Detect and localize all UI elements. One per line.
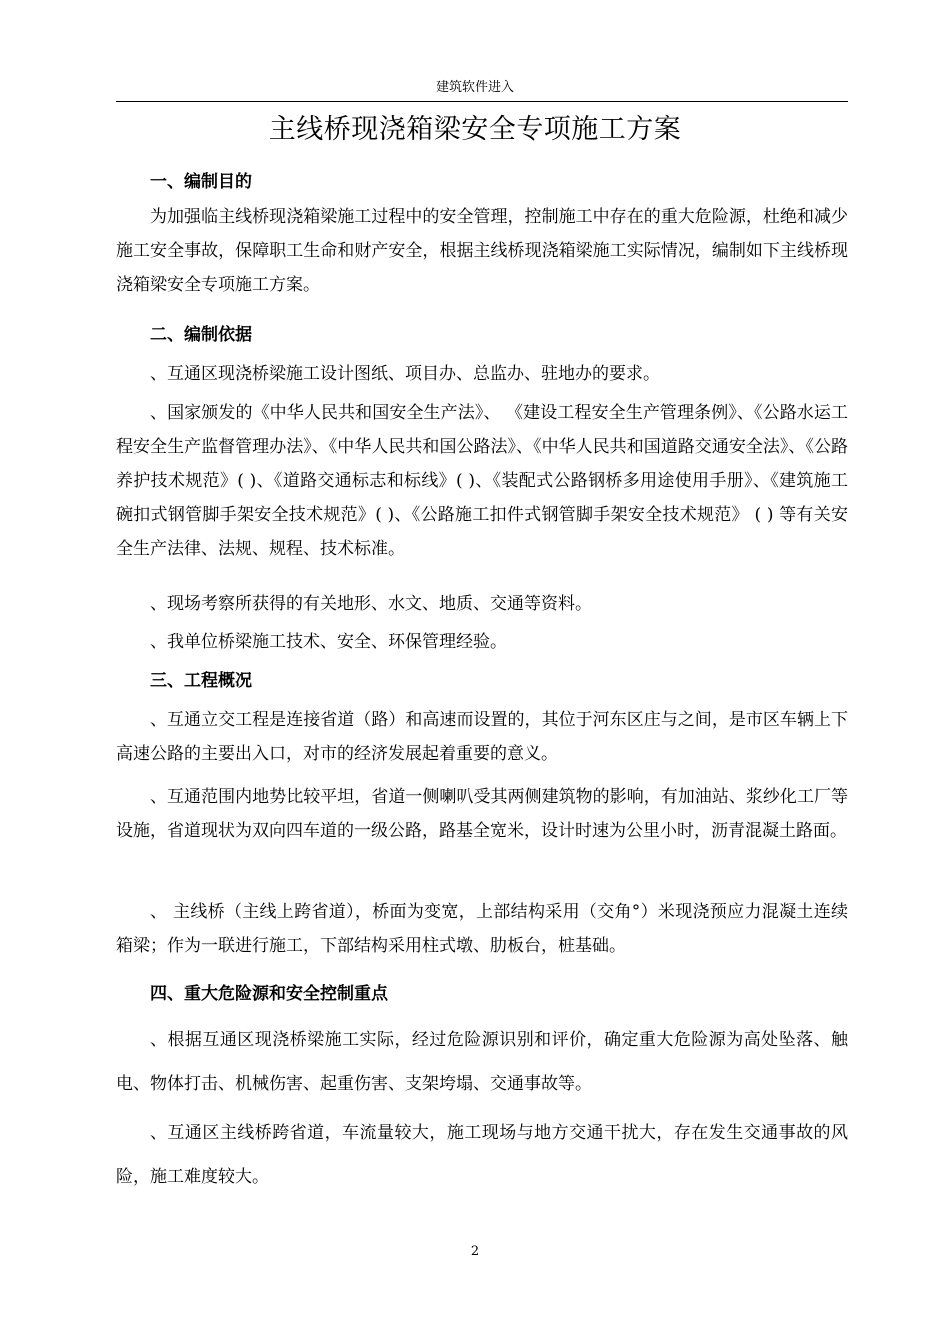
paragraph: 、国家颁发的《中华人民共和国安全生产法》、 《建设工程安全生产管理条例》、《公路水运工程安全生产监督管理办法》、《中华人民共和国公路法》、《中华人民共和国道路交通安全法》、《公路养护技术规范》( )、《道路交通标志和标线》( )、《装配式公路钢桥多用途使用手册》、《建筑施工碗扣式钢管脚手架安全技术规范》( )、《公路施工扣件式钢管脚手架安全技术规范》 ( ) 等有关安全生产法律、法规、规程、技术标准。 <box>116 403 848 559</box>
paragraph: 、根据互通区现浇桥梁施工实际，经过危险源识别和评价，确定重大危险源为高处坠落、触电、物体打击、机械伤害、起重伤害、支架垮塌、交通事故等。 <box>116 1030 848 1094</box>
paragraph: 、 主线桥（主线上跨省道），桥面为变宽，上部结构采用（交角°）米现浇预应力混凝土连续箱梁；作为一联进行施工，下部结构采用柱式墩、肋板台，桩基础。 <box>116 902 848 956</box>
section-heading-hazards: 四、重大危险源和安全控制重点 <box>150 984 388 1004</box>
page-header: 建筑软件进入 <box>435 80 514 95</box>
section-heading-basis: 二、编制依据 <box>150 325 252 345</box>
header-rule <box>116 101 848 102</box>
paragraph: 为加强临主线桥现浇箱梁施工过程中的安全管理，控制施工中存在的重大危险源，杜绝和减少施工安全事故，保障职工生命和财产安全，根据主线桥现浇箱梁施工实际情况，编制如下主线桥现浇箱梁安全专项施工方案。 <box>116 207 848 295</box>
paragraph: 、互通立交工程是连接省道（路）和高速而设置的，其位于河东区庄与之间，是市区车辆上下高速公路的主要出入口，对市的经济发展起着重要的意义。 <box>116 710 848 764</box>
paragraph: 、互通区现浇桥梁施工设计图纸、项目办、总监办、驻地办的要求。 <box>150 364 660 384</box>
page-number: 2 <box>470 1244 480 1259</box>
paragraph: 、互通区主线桥跨省道，车流量较大，施工现场与地方交通干扰大，存在发生交通事故的风险，施工难度较大。 <box>116 1123 848 1187</box>
paragraph: 、现场考察所获得的有关地形、水文、地质、交通等资料。 <box>150 594 592 614</box>
document-title: 主线桥现浇箱梁安全专项施工方案 <box>268 114 682 145</box>
section-heading-overview: 三、工程概况 <box>150 671 252 691</box>
paragraph: 、互通范围内地势比较平坦，省道一侧喇叭受其两侧建筑物的影响，有加油站、浆纱化工厂等设施，省道现状为双向四车道的一级公路，路基全宽米，设计时速为公里小时，沥青混凝土路面。 <box>116 787 848 841</box>
paragraph: 、我单位桥梁施工技术、安全、环保管理经验。 <box>150 632 507 652</box>
section-heading-purpose: 一、编制目的 <box>150 172 252 192</box>
